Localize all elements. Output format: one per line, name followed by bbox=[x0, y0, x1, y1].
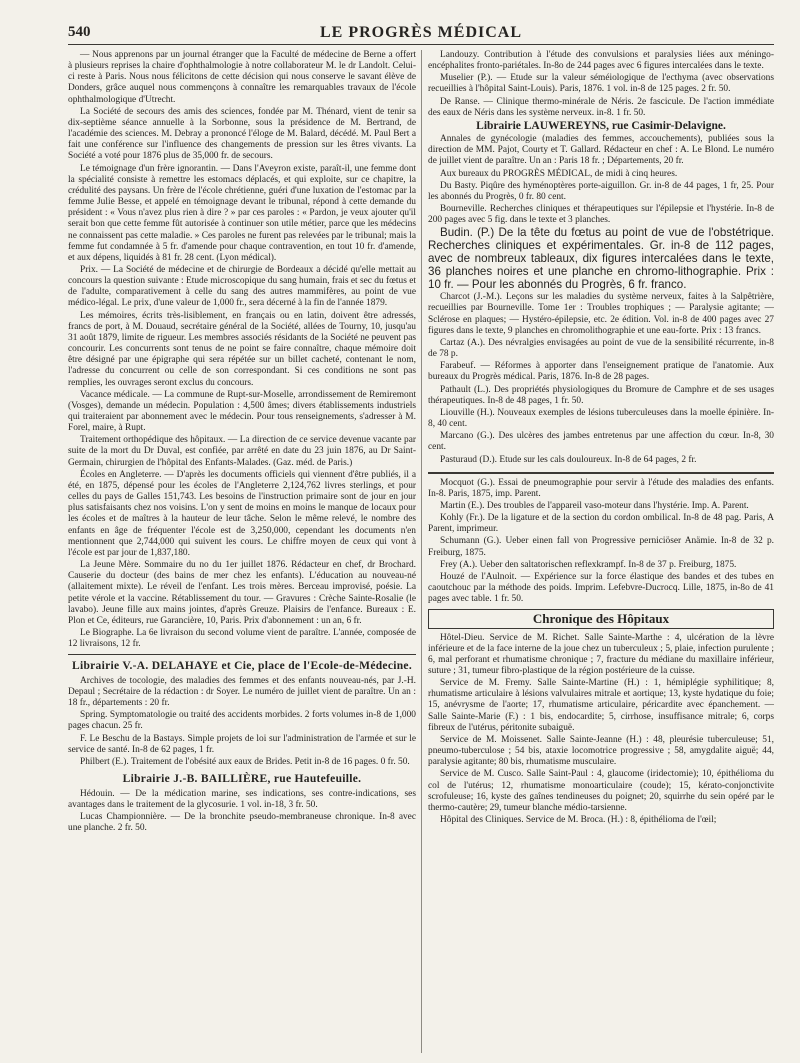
book-entry: Cartaz (A.). Des névralgies envisagées au point de vue de la sensibilité récurrente, in-8 de 78 p. bbox=[428, 337, 774, 360]
book-entry: Martin (E.). Des troubles de l'appareil vaso-moteur dans l'hystérie. Imp. A. Parent. bbox=[440, 500, 749, 511]
chronique-paragraph: Service de M. Cusco. Salle Saint-Paul : 4, glaucome (iridectomie); 10, épithélioma du col de l'utérus; 12, rhumatisme monoarticulaire (coude); 15, kérato-conjonctivite scrofuleuse; 16, kyste des gaînes tendineuses du poignet; 20, squirrhe du sein opéré par le thermo-cautère; 29, tumeur blanche médio-tarsienne. bbox=[428, 769, 774, 813]
section-title: Chronique des Hôpitaux bbox=[428, 609, 774, 628]
page-number: 540 bbox=[68, 24, 91, 40]
paragraph: La Jeune Mère. Sommaire du no du 1er juillet 1876. Rédacteur en chef, dr Brochard. Causerie du docteur (des bains de mer chez les enfants). L'éducation au nouveau-né (allaitement mixte). Le réveil de l'enfant. Les trois mères. Berceau improvisé, poésie. La petite vérole et la vaccine. Rétablissement du tour. — Gravures : Crèche Sainte-Rosalie (le lavabo). Jeune fille aux mains jointes, d'après Greuze. Plaisirs de l'enfance. Bureaux : E. Plon et Ce, éditeurs, rue Garancière, 10, Paris. Prix d'abonnement : un an, 6 fr. bbox=[68, 560, 416, 626]
book-entry: Spring. Symptomatologie ou traité des accidents morbides. 2 forts volumes in-8 de 1,000 pages chacun. 25 fr. bbox=[68, 710, 416, 732]
book-entry: Philbert (E.). Traitement de l'obésité aux eaux de Brides. Petit in-8 de 16 pages. 0 fr. 50. bbox=[80, 756, 410, 767]
book-entry: Pathault (L.). Des propriétés physiologiques du Bromure de Camphre et de ses usages thérapeutiques. In-8 de 48 pages, 1 fr. 50. bbox=[428, 384, 774, 406]
book-entry: Lucas Championnière. — De la bronchite pseudo-membraneuse chronique. In-8 avec une planche. 2 fr. 50. bbox=[68, 811, 416, 833]
book-entry: Farabeuf. — Réformes à apporter dans l'enseignement pratique de l'anatomie. Aux bureaux du Progrès médical. Paris, 1876. In-8 de 28 pages. bbox=[428, 361, 774, 383]
paragraph: Traitement orthopédique des hôpitaux. — La direction de ce service devenue vacante par suite de la mort du Dr Duval, est confiée, par arrêté en date du 23 juin 1876, au Dr Saint-Germain, chirurgien de l'hôpital des Enfants-Malades. (Gaz. méd. de Paris.) bbox=[68, 435, 416, 468]
book-entry: Muselier (P.). — Etude sur la valeur séméiologique de l'ecthyma (avec observations recueillies à l'hôpital Saint-Louis). Paris, 1876. 1 vol. in-8 de 125 pages. 2 fr. 50. bbox=[428, 73, 774, 95]
paragraph: Prix. — La Société de médecine et de chirurgie de Bordeaux a décidé qu'elle mettait au concours la question suivante : Etude microscopique du sang humain, frais et sec du fœtus et de l'adulte, comparativement à celle du sang des autres mammifères, au point de vue médico-légal. Le prix, d'une valeur de 1,000 fr., sera décerné à la fin de l'année 1879. bbox=[68, 264, 416, 309]
book-entry: Houzé de l'Aulnoit. — Expérience sur la force élastique des bandes et des tubes en caoutchouc par la méthode des poids. Imprim. Lefebvre-Ducrocq. Lille, 1875, in-8o de 41 pages avec table. 1 fr. 50. bbox=[428, 571, 774, 605]
paragraph: La Société de secours des amis des sciences, fondée par M. Thénard, vient de tenir sa dix-septième séance annuelle à la Sorbonne, sous la présidence de M. Bertrand, de l'académie des sciences. M. Debray a prononcé l'éloge de M. Balard, décédé. M. Paul Bert a fait une conférence sur l'influence des changements de pression sur les êtres vivants. La Société a voté pour 1876 plus de 35,000 fr. de secours. bbox=[68, 106, 416, 162]
book-entry: Mocquot (G.). Essai de pneumographie pour servir à l'étude des maladies des enfants. In-8. Paris, 1875, imp. Parent. bbox=[428, 477, 774, 499]
book-entry: Landouzy. Contribution à l'étude des convulsions et paralysies liées aux méningo-encéphalites fronto-pariétales. In-8o de 244 pages avec 6 figures intercalées dans le texte. bbox=[428, 50, 774, 72]
right-column bbox=[428, 50, 774, 1055]
publisher-heading: Librairie J.-B. BAILLIÈRE, rue Hautefeuille. bbox=[122, 773, 362, 786]
publisher-heading: Librairie LAUWEREYNS, rue Casimir-Delavigne. bbox=[476, 119, 726, 132]
paragraph: Le témoignage d'un frère ignorantin. — Dans l'Aveyron existe, paraît-il, une femme dont la spécialité consiste à remettre les estomacs déplacés, et qui exploite, sur ce chapitre, la crédulité des paysans. Un frère de l'école chrétienne, guéri d'une luxation de l'estomac par la femme Julie Besse, et appelé en témoignage devant le tribunal, répond à cette demande du président : « Vous n'avez plus rien à dire ? » par ces paroles : « Pardon, je veux ajouter qu'il serait bon que cette femme fût autorisée à continuer son utile métier, parce que les médecins ne connaissent pas cette maladie. » Ces paroles ne furent pas relevées par le tribunal; mais la femme fut condamnée à 5 fr. d'amende pour chaque contravention, en tout 10 fr. d'amende, et aux dépens, liquidés à 81 fr. 28 cent. (Lyon médical). bbox=[68, 163, 416, 263]
book-entry: Archives de tocologie, des maladies des femmes et des enfants nouveau-nés, par J.-H. Depaul ; Secrétaire de la rédaction : dr Soyer. Le numéro de juillet vient de paraître. Un an : 18 fr., départements : 20 fr. bbox=[68, 675, 416, 709]
book-entry: Bourneville. Recherches cliniques et thérapeutiques sur l'épilepsie et l'hystérie. In-8 de 200 pages avec 5 fig. dans le texte et 3 planches. bbox=[428, 204, 774, 226]
left-column bbox=[68, 50, 416, 1055]
book-entry: Pasturaud (D.). Etude sur les cals douloureux. In-8 de 64 pages, 2 fr. bbox=[440, 454, 697, 465]
book-entry: Liouville (H.). Nouveaux exemples de lésions tuberculeuses dans la moelle épinière. In-8, 40 cent. bbox=[428, 407, 774, 430]
book-entry: Kohly (Fr.). De la ligature et de la section du cordon ombilical. In-8 de 48 pag. Paris, A Parent, imprimeur. bbox=[428, 513, 774, 535]
paragraph: Les mémoires, écrits très-lisiblement, en français ou en latin, doivent être adressés, francs de port, à M. Douaud, secrétaire général de la Société, allées de Tourny, 10, jusqu'au 31 août 1879, limite de rigueur. Les membres associés résidants de la Société ne peuvent pas concourir. Les concurrents sont tenus de ne point se faire connaître, chaque mémoire doit être désigné par une épigraphe qui sera répétée sur un billet cacheté, contenant le nom, l'adresse du concurrent ou celle de son correspondant. Si ces conditions ne sont pas remplies, les ouvrages seront exclus du concours. bbox=[68, 310, 416, 388]
chronique-paragraph: Hôtel-Dieu. Service de M. Richet. Salle Sainte-Marthe : 4, ulcération de la lèvre inférieure et de la face interne de la joue chez un tuberculeux ; 5, plaie, infection purulente ; 6, mal perforant et rhumatisme chronique ; 7, fracture du médiane du maxillaire inférieur, suture ; 31, tumeur fibro-plastique de la région postérieure de la cuisse. bbox=[428, 632, 774, 677]
book-entry: Frey (A.). Ueber den saltatorischen reflexkrampf. In-8 de 37 p. Freiburg, 1875. bbox=[440, 559, 737, 570]
paragraph: Le Biographe. La 6e livraison du second volume vient de paraître. L'année, composée de 12 livraisons, 12 fr. bbox=[68, 627, 416, 650]
journal-title: LE PROGRÈS MÉDICAL bbox=[319, 24, 523, 41]
featured-book-entry: Budin. (P.) De la tête du fœtus au point de vue de l'obstétrique. Recherches cliniques et expérimentales. Gr. in-8 de 112 pages, avec de nombreux tableaux, dix figures intercalées dans le texte, 36 planches noires et une planche en chromo-lithographie. Prix : 10 fr. — Pour les abonnés du Progrès, 6 fr. franco. bbox=[428, 226, 774, 291]
section-rule bbox=[68, 654, 416, 655]
book-entry: Hédouin. — De la médication marine, ses indications, ses contre-indications, ses avantages dans le traitement de la glycosurie. 1 vol. in-18, 3 fr. 50. bbox=[68, 788, 416, 810]
chronique-paragraph: Hôpital des Cliniques. Service de M. Broca. (H.) : 8, épithélioma de l'œil; bbox=[440, 815, 717, 826]
paragraph: Vacance médicale. — La commune de Rupt-sur-Moselle, arrondissement de Remiremont (Vosges), demande un médecin. Population : 4,500 âmes; divers établissements industriels qui traiteraient par abonnement avec le médecin. Pour tous renseignements, s'adresser à M. Forel, maire, à Rupt. bbox=[68, 389, 416, 434]
paragraph: — Nous apprenons par un journal étranger que la Faculté de médecine de Berne a offert à plusieurs reprises la chaire d'ophthalmologie à notre collaborateur M. le dr Landolt. Celui-ci reste à Paris. Nous nous félicitons de cette décision qui nous conserve le savant élève de Donders, grâce auquel nous commençons à connaître les remarquables travaux de l'école ophthalmologique d'Utrecht. bbox=[68, 50, 416, 105]
chronique-paragraph: Service de M. Moissenet. Salle Sainte-Jeanne (H.) : 48, pleurésie tuberculeuse; 51, pneumo-tuberculose ; 54 bis, ataxie locomotrice progressive ; 58, amygdalite aiguë; 44, paralysie agitante; 80 bis, rhumatisme musculaire. bbox=[428, 734, 774, 768]
column-divider bbox=[421, 50, 422, 1053]
publisher-heading: Librairie V.-A. DELAHAYE et Cie, place de l'Ecole-de-Médecine. bbox=[71, 660, 413, 673]
book-entry: Aux bureaux du PROGRÈS MÉDICAL, de midi à cinq heures. bbox=[440, 168, 678, 179]
paragraph: Écoles en Angleterre. — D'après les documents officiels qui viennent d'être publiés, il a été, en 1875, dépensé pour les écoles de l'Angleterre 2,124,762 livres sterlings, et pour celles du pays de Galles 151,743. Les besoins de l'instruction primaire sont de jour en jour plus satisfaisants chez nos voisins. L'on y sent de moins en moins le manque de locaux pour les écoles et de maîtres à la hauteur de leur tâche. Selon le même relevé, le nombre des enfants en âge de fréquenter l'école est de 3,250,000, cependant les documents n'en mentionnent que 2,744,000 qui suivent les cours. Le chiffre moyen de ceux qui vont à l'école est par jour de 1,837,180. bbox=[68, 469, 416, 558]
book-entry: F. Le Beschu de la Bastays. Simple projets de loi sur l'administration de l'armée et sur le service de santé. In-8 de 62 pages, 1 fr. bbox=[68, 733, 416, 755]
page-header bbox=[68, 22, 774, 45]
book-entry: Charcot (J.-M.). Leçons sur les maladies du système nerveux, faites à la Salpêtrière, recueillies par Bourneville. Tome 1er : Troubles trophiques ; — Paralysie agitante; — Sclérose en plaques; — Hystéro-épilepsie, etc. 2e édition. Vol. in-8 de 400 pages avec 27 figures dans le texte, 9 planches en chromolithographie et une eau-forte. Prix : 13 francs. bbox=[428, 292, 774, 336]
book-entry: Marcano (G.). Des ulcères des jambes entretenus par une affection du cœur. In-8, 30 cent. bbox=[428, 431, 774, 453]
book-entry: Schumann (G.). Ueber einen fall von Progressive perniciöser Anämie. In-8 de 32 p. Freiburg, 1875. bbox=[428, 536, 774, 558]
section-rule bbox=[428, 472, 774, 474]
book-entry: De Ranse. — Clinique thermo-minérale de Néris. 2e fascicule. De l'action immédiate des eaux de Néris dans les système nerveux. in-8. 1 fr. 50. bbox=[428, 96, 774, 118]
book-entry: Du Basty. Piqûre des hyménoptères porte-aiguillon. Gr. in-8 de 44 pages, 1 fr, 25. Pour les abonnés du Progrès, 0 fr. 80 cent. bbox=[428, 180, 774, 202]
book-entry: Annales de gynécologie (maladies des femmes, accouchements), publiées sous la direction de MM. Pajot, Courty et T. Gallard. Rédacteur en chef : A. Le Blond. Le numéro de juillet vient de paraître. Un an : Paris 18 fr. ; Départements, 20 fr. bbox=[428, 134, 774, 167]
chronique-paragraph: Service de M. Fremy. Salle Sainte-Martine (H.) : 1, hémiplégie syphilitique; 8, rhumatisme articulaire à lésions valvulaires mitrale et aortique; 13, kyste hydatique du foie; 15, anévrysme de l'aorte; 17, rhumatisme articulaire, péricardite avec épanchement. — Salle Sainte-Marie (F.) : 1 bis, endocardite; 5, cirrhose, insuffisance mitrale; 6, corps fibreux de l'utérus, péritonite subaiguë. bbox=[428, 678, 774, 733]
